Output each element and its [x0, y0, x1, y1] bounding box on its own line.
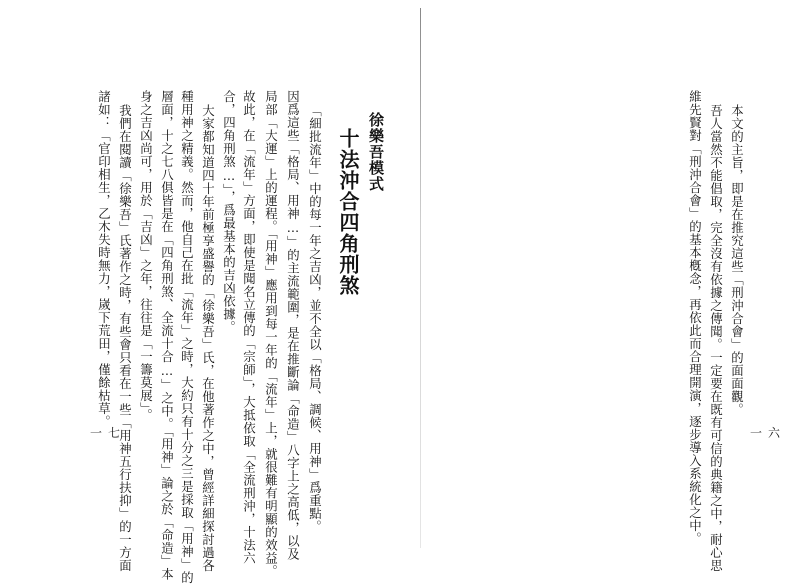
- left-column-4: 故此，在「流年」方面，即使是聞名立傳的「宗師」，大抵依取「全流刑沖，十法六: [241, 90, 257, 565]
- right-column-3: 維先賢對「刑沖合會」的基本槪念，再依此而合理開演，逐步導入系統化之中。: [687, 90, 703, 545]
- left-column-7: 種用神之精義。然而，他自己在批「流年」之時，大約只有十分之三是採取「用神」的: [179, 90, 195, 584]
- left-column-9: 身之吉凶尚可，用於「吉凶」之年，往往是「一籌莫展」。: [138, 90, 154, 422]
- right-column-1: 本文的主旨，即是在推究這些「刑沖合會」的面面觀。: [729, 104, 745, 416]
- right-page: [420, 0, 793, 572]
- left-column-6: 大家都知道四十年前極享盛譽的「徐樂吾」氏，在他著作之中，曾經詳細探討過各: [200, 104, 216, 572]
- page-number-right: 一六: [750, 426, 787, 440]
- page-number-left: 一七: [90, 426, 127, 440]
- left-column-10: 我們在閱讀「徐樂吾」氏著作之時，有些會只看在一些「用神五行扶抑」的一方面: [117, 104, 133, 572]
- right-column-2: 吾人當然不能倡取，完全沒有依據之傳聞。一定要在既有可信的典籍之中，耐心思: [708, 104, 724, 572]
- left-column-11: 諸如：「官印相生，乙木失時無力，嵗下荒田，僅餘枯草。: [96, 90, 112, 428]
- left-column-2: 因爲這些「格局、用神…」的主流範圍，是在推斷論「命造」八字上之高低，以及: [285, 90, 301, 561]
- chapter-title: 十法沖合四角刑煞: [336, 128, 360, 296]
- chapter-author: 徐樂吾模式: [367, 112, 385, 192]
- left-column-3: 局部「大運」上的運程。「用神」應用到每一年的「流年」上，就很難有明顯的效益。: [263, 90, 279, 578]
- left-column-8: 層面，十之七八俱皆是在「四角刑煞、全流十合…」之中。「用神」論之於「命造」本: [159, 90, 175, 581]
- left-column-5: 合，四角刑煞…」，爲最基本的吉凶依據。: [221, 90, 237, 334]
- left-column-1: 「細批流年」中的每一年之吉凶，並不全以「格局、調候、用神」爲重點。: [307, 104, 323, 533]
